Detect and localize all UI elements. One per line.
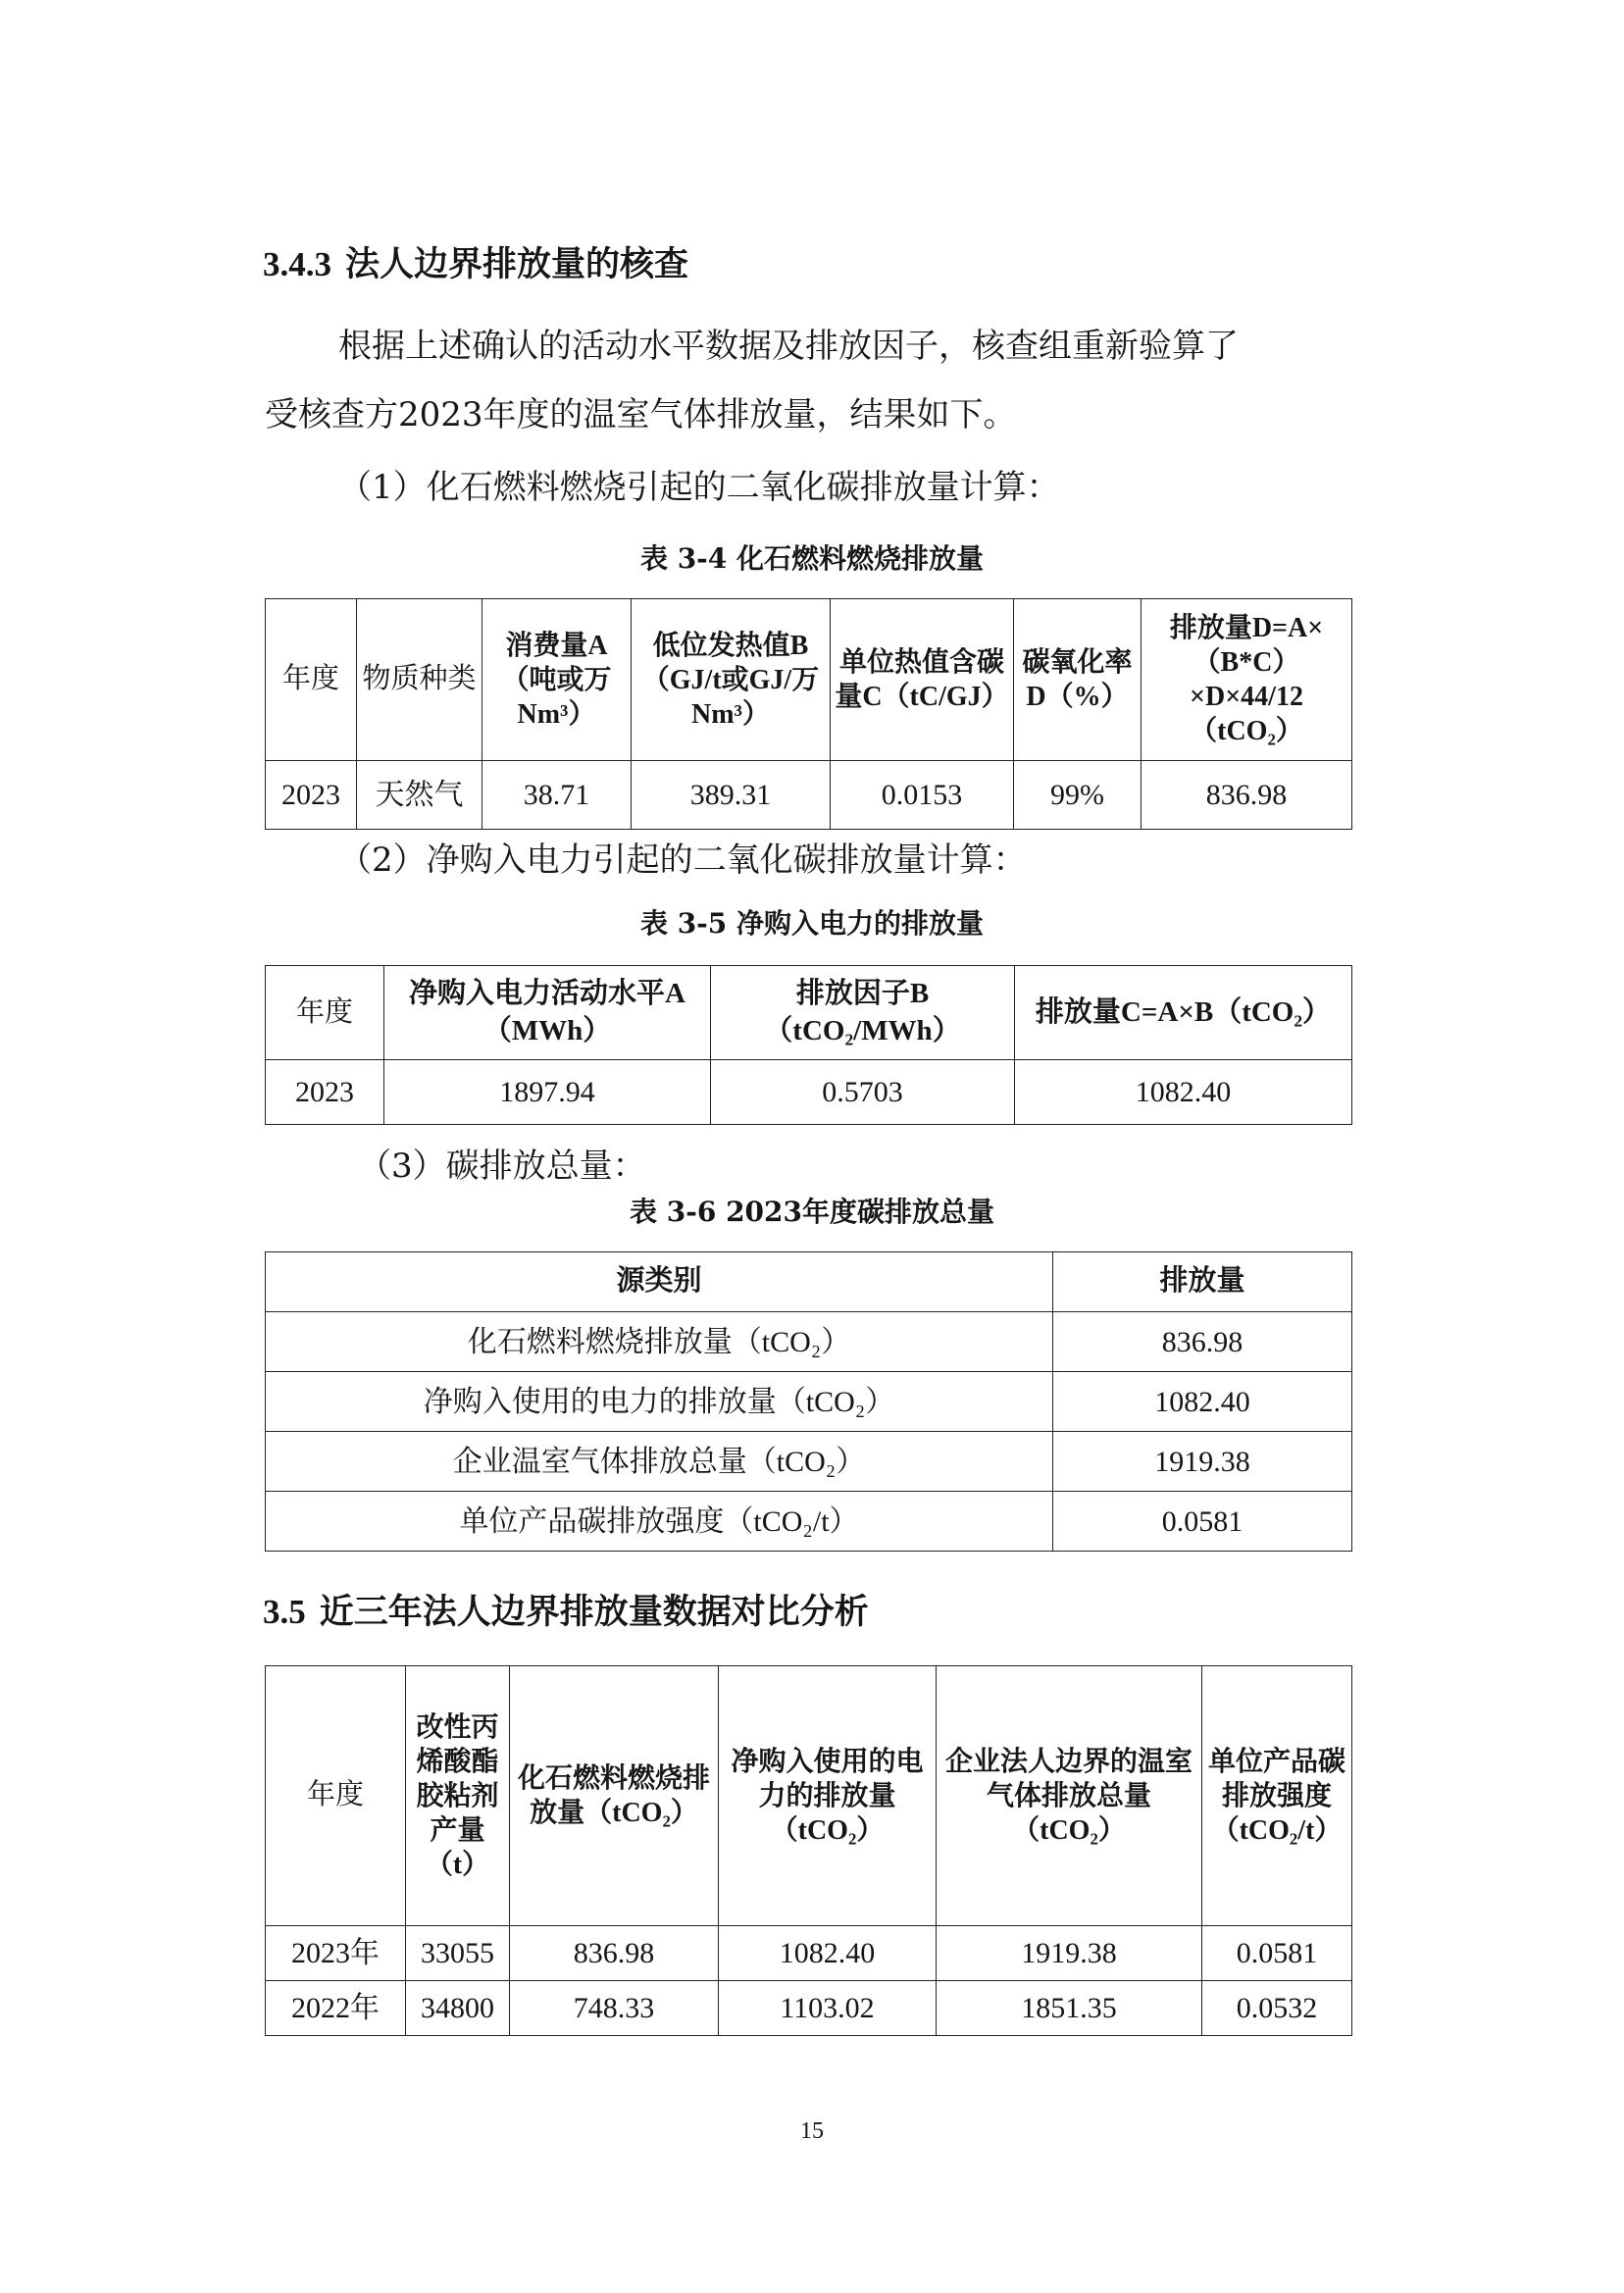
table-cell: 单位产品碳排放强度（tCO₂/t） — [266, 1492, 1053, 1552]
header-cell: 物质种类 — [357, 599, 482, 761]
section-title: 法人边界排放量的核查 — [345, 244, 689, 284]
item-3-text: （3）碳排放总量： — [358, 1146, 646, 1186]
item-2-text: （2）净购入电力引起的二氧化碳排放量计算： — [338, 841, 1027, 880]
table-cell: 0.0581 — [1053, 1492, 1352, 1552]
table-cell: 2023 — [266, 1060, 384, 1125]
item-1-text: （1）化石燃料燃烧引起的二氧化碳排放量计算： — [338, 468, 1060, 507]
table-cell: 1919.38 — [937, 1926, 1202, 1981]
paragraph-line-2: 受核查方2023年度的温室气体排放量，结果如下。 — [265, 395, 1017, 434]
table-3-5 — [265, 965, 1352, 1125]
header-cell: 净购入电力活动水平A（MWh） — [384, 966, 711, 1060]
header-cell: 净购入使用的电力的排放量（tCO₂） — [719, 1666, 937, 1926]
table-cell: 1897.94 — [384, 1060, 711, 1125]
table-cell: 748.33 — [510, 1981, 719, 2036]
table-row — [266, 1492, 1352, 1552]
header-cell: 单位产品碳排放强度（tCO₂/t） — [1202, 1666, 1352, 1926]
section-343-heading — [263, 244, 689, 284]
table-row — [266, 1432, 1352, 1492]
table-cell: 34800 — [406, 1981, 510, 2036]
table-cell: 天然气 — [357, 761, 482, 830]
table-cell: 化石燃料燃烧排放量（tCO₂） — [266, 1312, 1053, 1372]
table-3-4 — [265, 598, 1352, 830]
table-cell: 2022年 — [266, 1981, 406, 2036]
table-row — [266, 1981, 1352, 2036]
table-cell: 836.98 — [510, 1926, 719, 1981]
table-cell: 389.31 — [632, 761, 831, 830]
table-row — [266, 1926, 1352, 1981]
header-cell: 低位发热值B（GJ/t或GJ/万Nm³） — [632, 599, 831, 761]
table-cell: 0.0581 — [1202, 1926, 1352, 1981]
table-cell: 38.71 — [482, 761, 632, 830]
table-row — [266, 761, 1352, 830]
table-cell: 836.98 — [1142, 761, 1352, 830]
section-35-heading — [263, 1592, 869, 1632]
table-cell: 33055 — [406, 1926, 510, 1981]
header-cell: 排放量 — [1053, 1252, 1352, 1312]
header-cell: 年度 — [266, 599, 357, 761]
table-header-row — [266, 966, 1352, 1060]
table-cell: 1082.40 — [719, 1926, 937, 1981]
table-3-6 — [265, 1251, 1352, 1552]
header-cell: 源类别 — [266, 1252, 1053, 1312]
table-compare — [265, 1665, 1352, 2036]
section-number: 3.5 — [263, 1593, 306, 1631]
table-cell: 1082.40 — [1053, 1372, 1352, 1432]
header-cell: 排放量D=A×（B*C）×D×44/12（tCO₂） — [1142, 599, 1352, 761]
table-cell: 0.0532 — [1202, 1981, 1352, 2036]
table-3-4-caption: 表 3-4 化石燃料燃烧排放量 — [639, 542, 985, 575]
page-number: 15 — [800, 2118, 824, 2144]
header-cell: 年度 — [266, 966, 384, 1060]
table-cell: 1103.02 — [719, 1981, 937, 2036]
table-header-row — [266, 599, 1352, 761]
table-cell: 0.5703 — [711, 1060, 1015, 1125]
header-cell: 年度 — [266, 1666, 406, 1926]
section-title: 近三年法人边界排放量数据对比分析 — [319, 1592, 869, 1632]
table-row — [266, 1312, 1352, 1372]
header-cell: 改性丙烯酸酯胶粘剂产量（t） — [406, 1666, 510, 1926]
table-3-6-caption: 表 3-6 2023年度碳排放总量 — [629, 1196, 994, 1228]
table-cell: 2023年 — [266, 1926, 406, 1981]
header-cell: 排放因子B（tCO₂/MWh） — [711, 966, 1015, 1060]
table-cell: 2023 — [266, 761, 357, 830]
table-cell: 1082.40 — [1015, 1060, 1352, 1125]
paragraph-line-1: 根据上述确认的活动水平数据及排放因子，核查组重新验算了 — [338, 327, 1239, 366]
header-cell: 化石燃料燃烧排放量（tCO₂） — [510, 1666, 719, 1926]
table-cell: 1919.38 — [1053, 1432, 1352, 1492]
table-cell: 净购入使用的电力的排放量（tCO₂） — [266, 1372, 1053, 1432]
header-cell: 企业法人边界的温室气体排放总量（tCO₂） — [937, 1666, 1202, 1926]
table-cell: 企业温室气体排放总量（tCO₂） — [266, 1432, 1053, 1492]
table-cell: 0.0153 — [831, 761, 1014, 830]
table-cell: 1851.35 — [937, 1981, 1202, 2036]
header-cell: 排放量C=A×B（tCO₂） — [1015, 966, 1352, 1060]
table-cell: 836.98 — [1053, 1312, 1352, 1372]
table-header-row — [266, 1666, 1352, 1926]
table-row — [266, 1372, 1352, 1432]
table-3-5-caption: 表 3-5 净购入电力的排放量 — [639, 907, 985, 940]
header-cell: 消费量A（吨或万Nm³） — [482, 599, 632, 761]
section-number: 3.4.3 — [263, 245, 331, 283]
table-cell: 99% — [1014, 761, 1142, 830]
table-row — [266, 1060, 1352, 1125]
header-cell: 碳氧化率D（%） — [1014, 599, 1142, 761]
table-header-row — [266, 1252, 1352, 1312]
header-cell: 单位热值含碳量C（tC/GJ） — [831, 599, 1014, 761]
